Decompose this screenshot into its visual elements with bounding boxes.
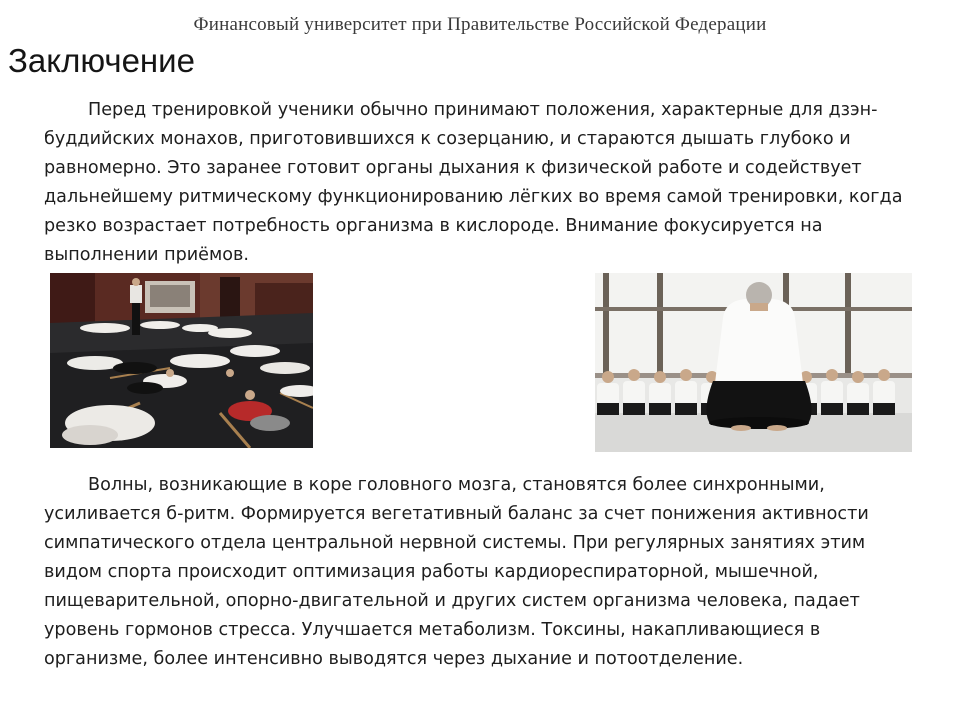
institution-header: Финансовый университет при Правительстве Российской Федерации — [193, 14, 767, 35]
dojo-seiza-bow-photo — [595, 273, 912, 452]
slide-title: Заключение — [8, 42, 195, 79]
paragraph-1: Перед тренировкой ученики обычно принимают положения, характерные для дзэн-буддийских монахов, приготовившихся к созерцанию, и стараются дышать глубоко и равномерно. Это заранее готовит органы дыхания к физической работе и содействует дальнейшему ритмическому функционированию лёгких во время самой тренировки, когда резко возрастает потребность организма в кислороде. Внимание фокусируется на выполнении приёмов. — [44, 100, 903, 265]
paragraph-2: Волны, возникающие в коре головного мозга, становятся более синхронными, усиливается б-ритм. Формируется вегетативный баланс за счет понижения активности симпатического отдела центральной нервной системы. При регулярных занятиях этим видом спорта происходит оптимизация работы кардиореспираторной, мышечной, пищеварительной, опорно-двигательной и других систем организма человека, падает уровень гормонов стресса. Улучшается метаболизм. Токсины, накапливающиеся в организме, более интенсивно выводятся через дыхание и потоотделение. — [44, 475, 869, 669]
dojo-lying-practice-photo — [50, 273, 313, 448]
